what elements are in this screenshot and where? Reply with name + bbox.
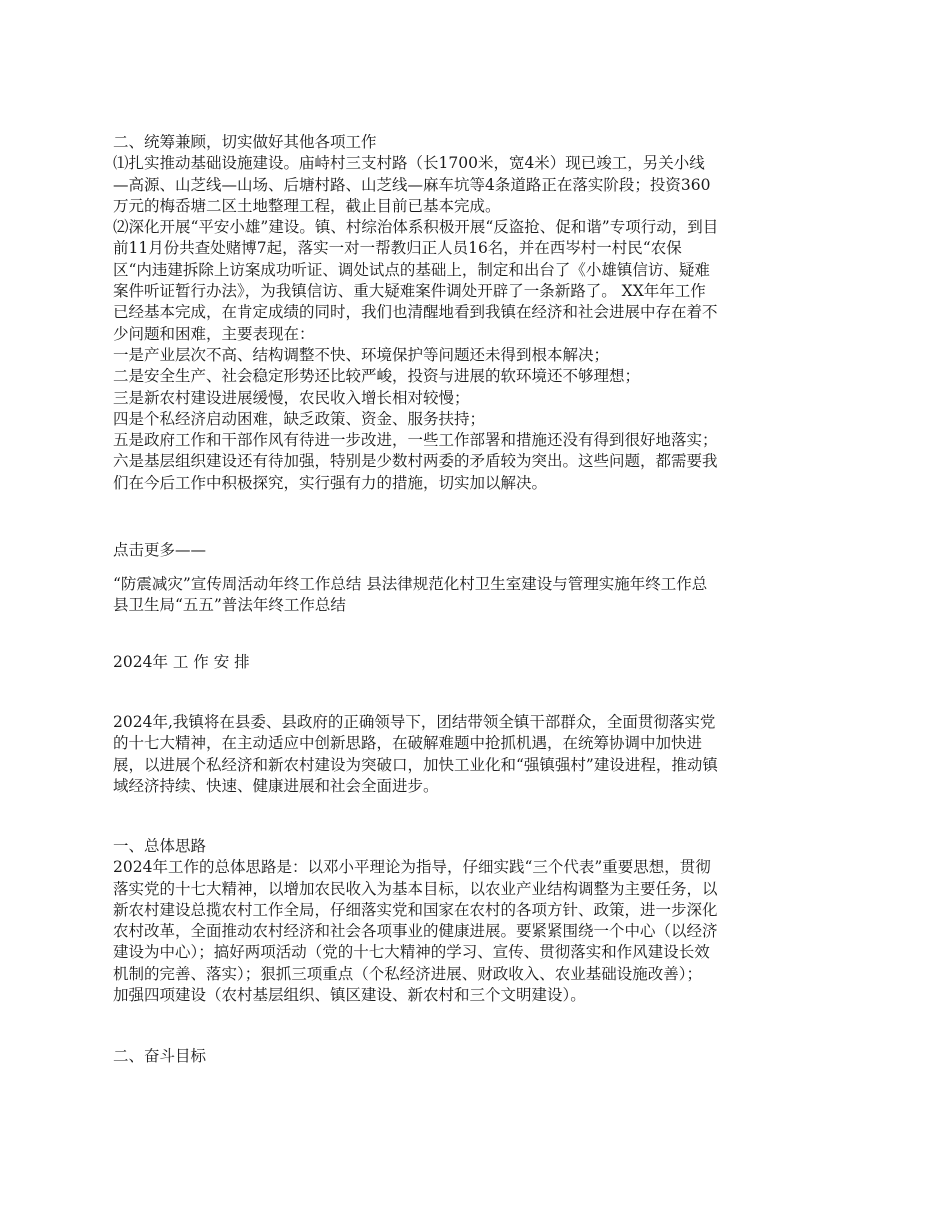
section-two-heading: 二、统筹兼顾，切实做好其他各项工作 bbox=[113, 133, 377, 151]
goal-block bbox=[113, 1046, 840, 1067]
overall-idea-line: 2024年工作的总体思路是：以邓小平理论为指导，仔细实践“三个代表”重要思想，贯彻 bbox=[113, 858, 711, 877]
section-two-line: 们在今后工作中积极探究，实行强有力的措施，切实加以解决。 bbox=[113, 473, 548, 492]
overall-idea-line: 农村改革，全面推动农村经济和社会各项事业的健康进展。要紧紧围绕一个中心（以经济 bbox=[113, 922, 718, 941]
section-two-line: ⑵深化开展“平安小雄”建设。镇、村综治体系积极开展“反盗抢、促和谐”专项行动，到目 bbox=[113, 218, 719, 237]
problem-item: 一是产业层次不高、结构调整不快、环境保护等问题还未得到根本解决； bbox=[113, 345, 610, 364]
plan-intro bbox=[113, 712, 840, 797]
plan-intro-line: 2024年,我镇将在县委、县政府的正确领导下，团结带领全镇干部群众，全面贯彻落实党 bbox=[113, 713, 716, 731]
overall-idea-line: 落实党的十七大精神，以增加农民收入为基本目标，以农业产业结构调整为主要任务，以 bbox=[113, 879, 718, 898]
more-label: 点击更多—— bbox=[113, 541, 207, 559]
more-label-block bbox=[113, 540, 840, 561]
section-two-line: 少问题和困难，主要表现在： bbox=[113, 324, 315, 343]
overall-idea-heading: 一、总体思路 bbox=[113, 837, 207, 855]
plan-title-block bbox=[113, 652, 840, 673]
plan-intro-line: 展，以进展个私经济和新农村建设为突破口，加快工业化和“强镇强村”建设进程，推动镇 bbox=[113, 755, 718, 774]
related-links[interactable] bbox=[113, 574, 840, 617]
overall-idea-line: 加强四项建设（农村基层组织、镇区建设、新农村和三个文明建设）。 bbox=[113, 986, 586, 1005]
section-two-line: 区“内违建拆除上访案成功听证、调处试点的基础上，制定和出台了《小雄镇信访、疑难 bbox=[113, 260, 710, 279]
overall-idea-line: 机制的完善、落实）；狠抓三项重点（个私经济进展、财政收入、农业基础设施改善）； bbox=[113, 964, 703, 983]
plan-intro-line: 域经济持续、快速、健康进展和社会全面进步。 bbox=[113, 776, 439, 795]
problem-item: 六是基层组织建设还有待加强，特别是少数村两委的矛盾较为突出。这些问题，都需要我 bbox=[113, 452, 718, 471]
goal-heading: 二、奋斗目标 bbox=[113, 1047, 207, 1065]
problem-item: 二是安全生产、社会稳定形势还比较严峻，投资与进展的软环境还不够理想； bbox=[113, 367, 641, 386]
problem-item: 五是政府工作和干部作风有待进一步改进，一些工作部署和措施还没有得到很好地落实； bbox=[113, 431, 718, 450]
overall-idea-line: 建设为中心）；搞好两项活动（党的十七大精神的学习、宣传、贯彻落实和作风建设长效 bbox=[113, 943, 710, 962]
overall-idea bbox=[113, 836, 840, 1006]
section-two bbox=[113, 132, 840, 494]
related-link-line[interactable]: “防震减灾”宣传周活动年终工作总结 县法律规范化村卫生室建设与管理实施年终工作总 bbox=[113, 575, 708, 593]
overall-idea-line: 新农村建设总揽农村工作全局，仔细落实党和国家在农村的各项方针、政策，进一步深化 bbox=[113, 900, 718, 919]
section-two-line: —高源、山芝线—山场、后塘村路、山芝线—麻车坑等4条道路正在落实阶段；投资360 bbox=[113, 175, 711, 194]
section-two-line: 万元的梅岙塘二区土地整理工程，截止目前已基本完成。 bbox=[113, 196, 501, 215]
related-link-line[interactable]: 县卫生局“五五”普法年终工作总结 bbox=[113, 596, 346, 615]
problem-item: 四是个私经济启动困难，缺乏政策、资金、服务扶持； bbox=[113, 409, 486, 428]
problem-item: 三是新农村建设进展缓慢，农民收入增长相对较慢； bbox=[113, 388, 470, 407]
section-two-line: 前11月份共查处赌博7起，落实一对一帮教归正人员16名，并在西岑村一村民“农保 bbox=[113, 239, 682, 258]
plan-title: 2024年 工 作 安 排 bbox=[113, 653, 250, 671]
section-two-line: 已经基本完成，在肯定成绩的同时，我们也清醒地看到我镇在经济和社会进展中存在着不 bbox=[113, 303, 718, 322]
section-two-line: ⑴扎实推动基础设施建设。庙峙村三支村路（长1700米，宽4米）现已竣工，另关小线 bbox=[113, 154, 705, 173]
plan-intro-line: 的十七大精神，在主动适应中创新思路，在破解难题中抢抓机遇，在统筹协调中加快进 bbox=[113, 734, 703, 753]
section-two-line: 案件听证暂行办法》，为我镇信访、重大疑难案件调处开辟了一条新路了。 XX年年工作 bbox=[113, 282, 706, 301]
